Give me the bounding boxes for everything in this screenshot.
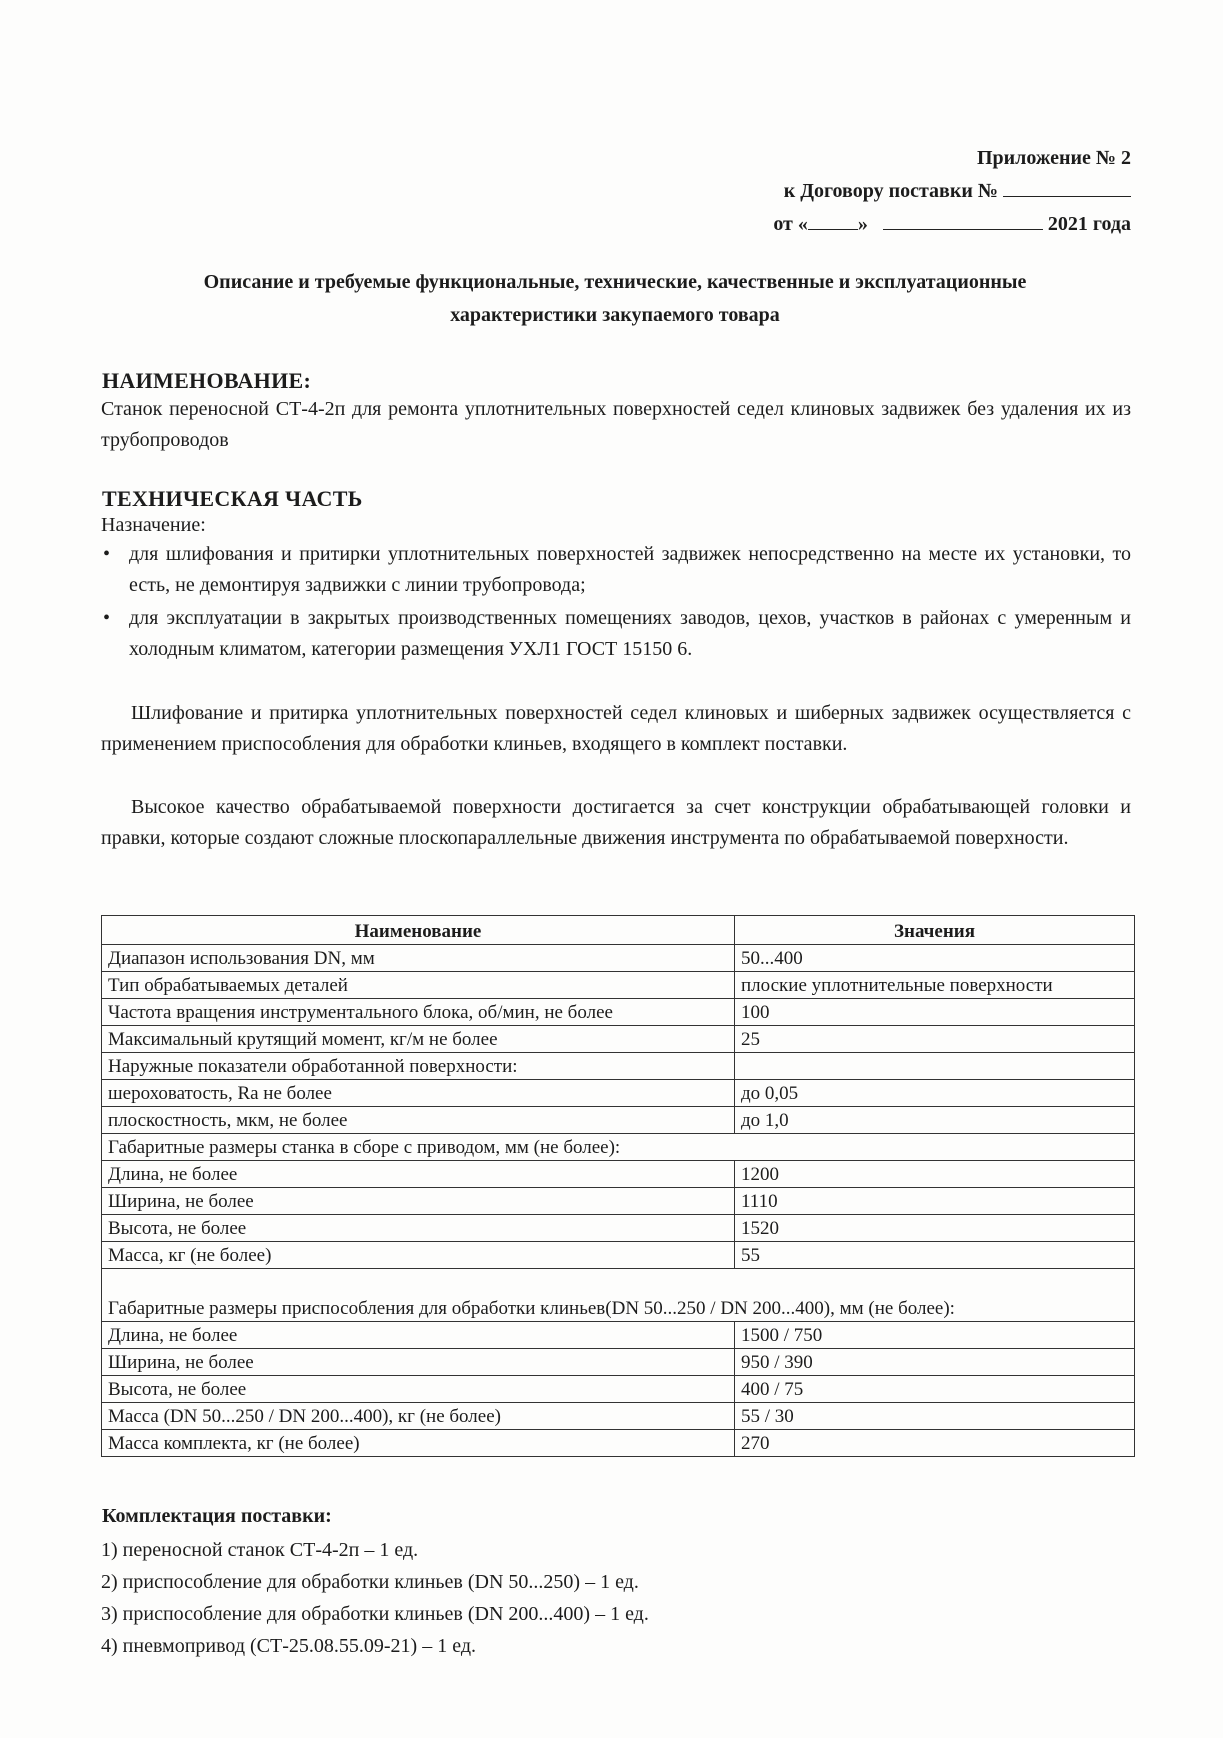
- date-prefix: от «: [773, 213, 808, 235]
- kit-heading: Комплектация поставки:: [102, 1505, 332, 1527]
- name-heading: НАИМЕНОВАНИЕ:: [102, 368, 312, 393]
- row-name: Ширина, не более: [102, 1349, 735, 1376]
- table-row: [102, 1080, 1135, 1107]
- contract-number-blank: [1003, 178, 1131, 197]
- row-value: 950 / 390: [735, 1349, 1135, 1376]
- row-name: плоскостность, мкм, не более: [102, 1107, 735, 1134]
- row-name: Максимальный крутящий момент, кг/м не более: [102, 1026, 735, 1053]
- date-mid: »: [857, 213, 868, 235]
- table-row: [102, 1242, 1135, 1269]
- row-name: Длина, не более: [102, 1161, 735, 1188]
- day-blank: [808, 211, 858, 230]
- table-row: [102, 945, 1135, 972]
- row-name: Длина, не более: [102, 1322, 735, 1349]
- row-value: 1200: [735, 1161, 1135, 1188]
- row-name: Высота, не более: [102, 1376, 735, 1403]
- row-value: 1110: [735, 1188, 1135, 1215]
- paragraph-quality: Высокое качество обрабатываемой поверхности достигается за счет конструкции обрабатывающей головки и правки, которые создают сложные плоскопараллельные движения инструмента по обрабатываемой поверхности.: [101, 796, 1131, 849]
- table-row: [102, 1134, 1135, 1161]
- name-text: Станок переносной СТ-4-2п для ремонта уплотнительных поверхностей седел клиновых задвижек без удаления их из трубопроводов: [101, 398, 1131, 451]
- tech-heading: ТЕХНИЧЕСКАЯ ЧАСТЬ: [102, 486, 363, 511]
- appendix-number: Приложение № 2: [976, 147, 1131, 169]
- appendix-header: [773, 142, 1131, 241]
- column-header-name: Наименование: [102, 916, 735, 945]
- row-name: шероховатость, Ra не более: [102, 1080, 735, 1107]
- month-blank: [883, 211, 1043, 230]
- table-row: [102, 1215, 1135, 1242]
- row-value: 55: [735, 1242, 1135, 1269]
- bullet-icon: •: [103, 543, 111, 565]
- row-value: 400 / 75: [735, 1376, 1135, 1403]
- bullet-text: для эксплуатации в закрытых производственных помещениях заводов, цехов, участков в районах с умеренным и холодным климатом, категории размещения УХЛ1 ГОСТ 15150 6.: [129, 607, 1131, 660]
- row-value: 50...400: [735, 945, 1135, 972]
- bullet-icon: •: [103, 607, 111, 629]
- purpose-label: Назначение:: [101, 514, 206, 536]
- row-name: Масса (DN 50...250 / DN 200...400), кг (не более): [102, 1403, 735, 1430]
- list-item: 1) переносной станок СТ-4-2п – 1 ед.: [101, 1539, 419, 1561]
- table-row: [102, 1430, 1135, 1457]
- section-row-name: Габаритные размеры приспособления для обработки клиньев(DN 50...250 / DN 200...400), мм (не более):: [102, 1269, 1135, 1322]
- table-row: [102, 1269, 1135, 1322]
- row-name: Тип обрабатываемых деталей: [102, 972, 735, 999]
- spec-table: [101, 915, 1135, 1457]
- purpose-list: [101, 539, 1131, 667]
- table-row: [102, 1107, 1135, 1134]
- row-value: до 1,0: [735, 1107, 1135, 1134]
- row-name: Масса комплекта, кг (не более): [102, 1430, 735, 1457]
- document-title: [100, 266, 1130, 332]
- bullet-text: для шлифования и притирки уплотнительных поверхностей задвижек непосредственно на месте их установки, то есть, не демонтируя задвижки с линии трубопровода;: [129, 543, 1131, 596]
- list-item: [101, 539, 1131, 601]
- list-item: 4) пневмопривод (СТ-25.08.55.09-21) – 1 ед.: [101, 1635, 476, 1657]
- contract-date: [773, 208, 1131, 241]
- list-item: 2) приспособление для обработки клиньев (DN 50...250) – 1 ед.: [101, 1571, 639, 1593]
- row-name: Диапазон использования DN, мм: [102, 945, 735, 972]
- row-name: Наружные показатели обработанной поверхности:: [102, 1053, 735, 1080]
- table-row: [102, 1376, 1135, 1403]
- table-row: [102, 1026, 1135, 1053]
- column-header-value: Значения: [735, 916, 1135, 945]
- paragraph-grinding: Шлифование и притирка уплотнительных поверхностей седел клиновых и шиберных задвижек осуществляется с применением приспособления для обработки клиньев, входящего в комплект поставки.: [101, 702, 1131, 755]
- table-row: [102, 1053, 1135, 1080]
- row-value: 1500 / 750: [735, 1322, 1135, 1349]
- title-line-2: характеристики закупаемого товара: [450, 304, 780, 326]
- table-row: [102, 999, 1135, 1026]
- list-item: [101, 603, 1131, 665]
- row-value: 270: [735, 1430, 1135, 1457]
- contract-prefix: к Договору поставки №: [783, 180, 998, 202]
- kit-list: [101, 1534, 649, 1662]
- table-row: [102, 972, 1135, 999]
- row-value: 55 / 30: [735, 1403, 1135, 1430]
- row-value: до 0,05: [735, 1080, 1135, 1107]
- row-value: плоские уплотнительные поверхности: [735, 972, 1135, 999]
- contract-reference: [773, 175, 1131, 208]
- table-header-row: [102, 916, 1135, 945]
- row-name: Частота вращения инструментального блока, об/мин, не более: [102, 999, 735, 1026]
- row-value: 100: [735, 999, 1135, 1026]
- title-line-1: Описание и требуемые функциональные, технические, качественные и эксплуатационные: [203, 271, 1027, 293]
- row-name: Масса, кг (не более): [102, 1242, 735, 1269]
- row-value: [735, 1053, 1135, 1080]
- list-item: 3) приспособление для обработки клиньев (DN 200...400) – 1 ед.: [101, 1603, 649, 1625]
- table-row: [102, 1403, 1135, 1430]
- row-value: 1520: [735, 1215, 1135, 1242]
- row-value: 25: [735, 1026, 1135, 1053]
- section-row-name: Габаритные размеры станка в сборе с приводом, мм (не более):: [102, 1134, 1135, 1161]
- row-name: Ширина, не более: [102, 1188, 735, 1215]
- row-name: Высота, не более: [102, 1215, 735, 1242]
- table-row: [102, 1349, 1135, 1376]
- date-year: 2021 года: [1047, 213, 1131, 235]
- table-row: [102, 1322, 1135, 1349]
- table-row: [102, 1188, 1135, 1215]
- table-row: [102, 1161, 1135, 1188]
